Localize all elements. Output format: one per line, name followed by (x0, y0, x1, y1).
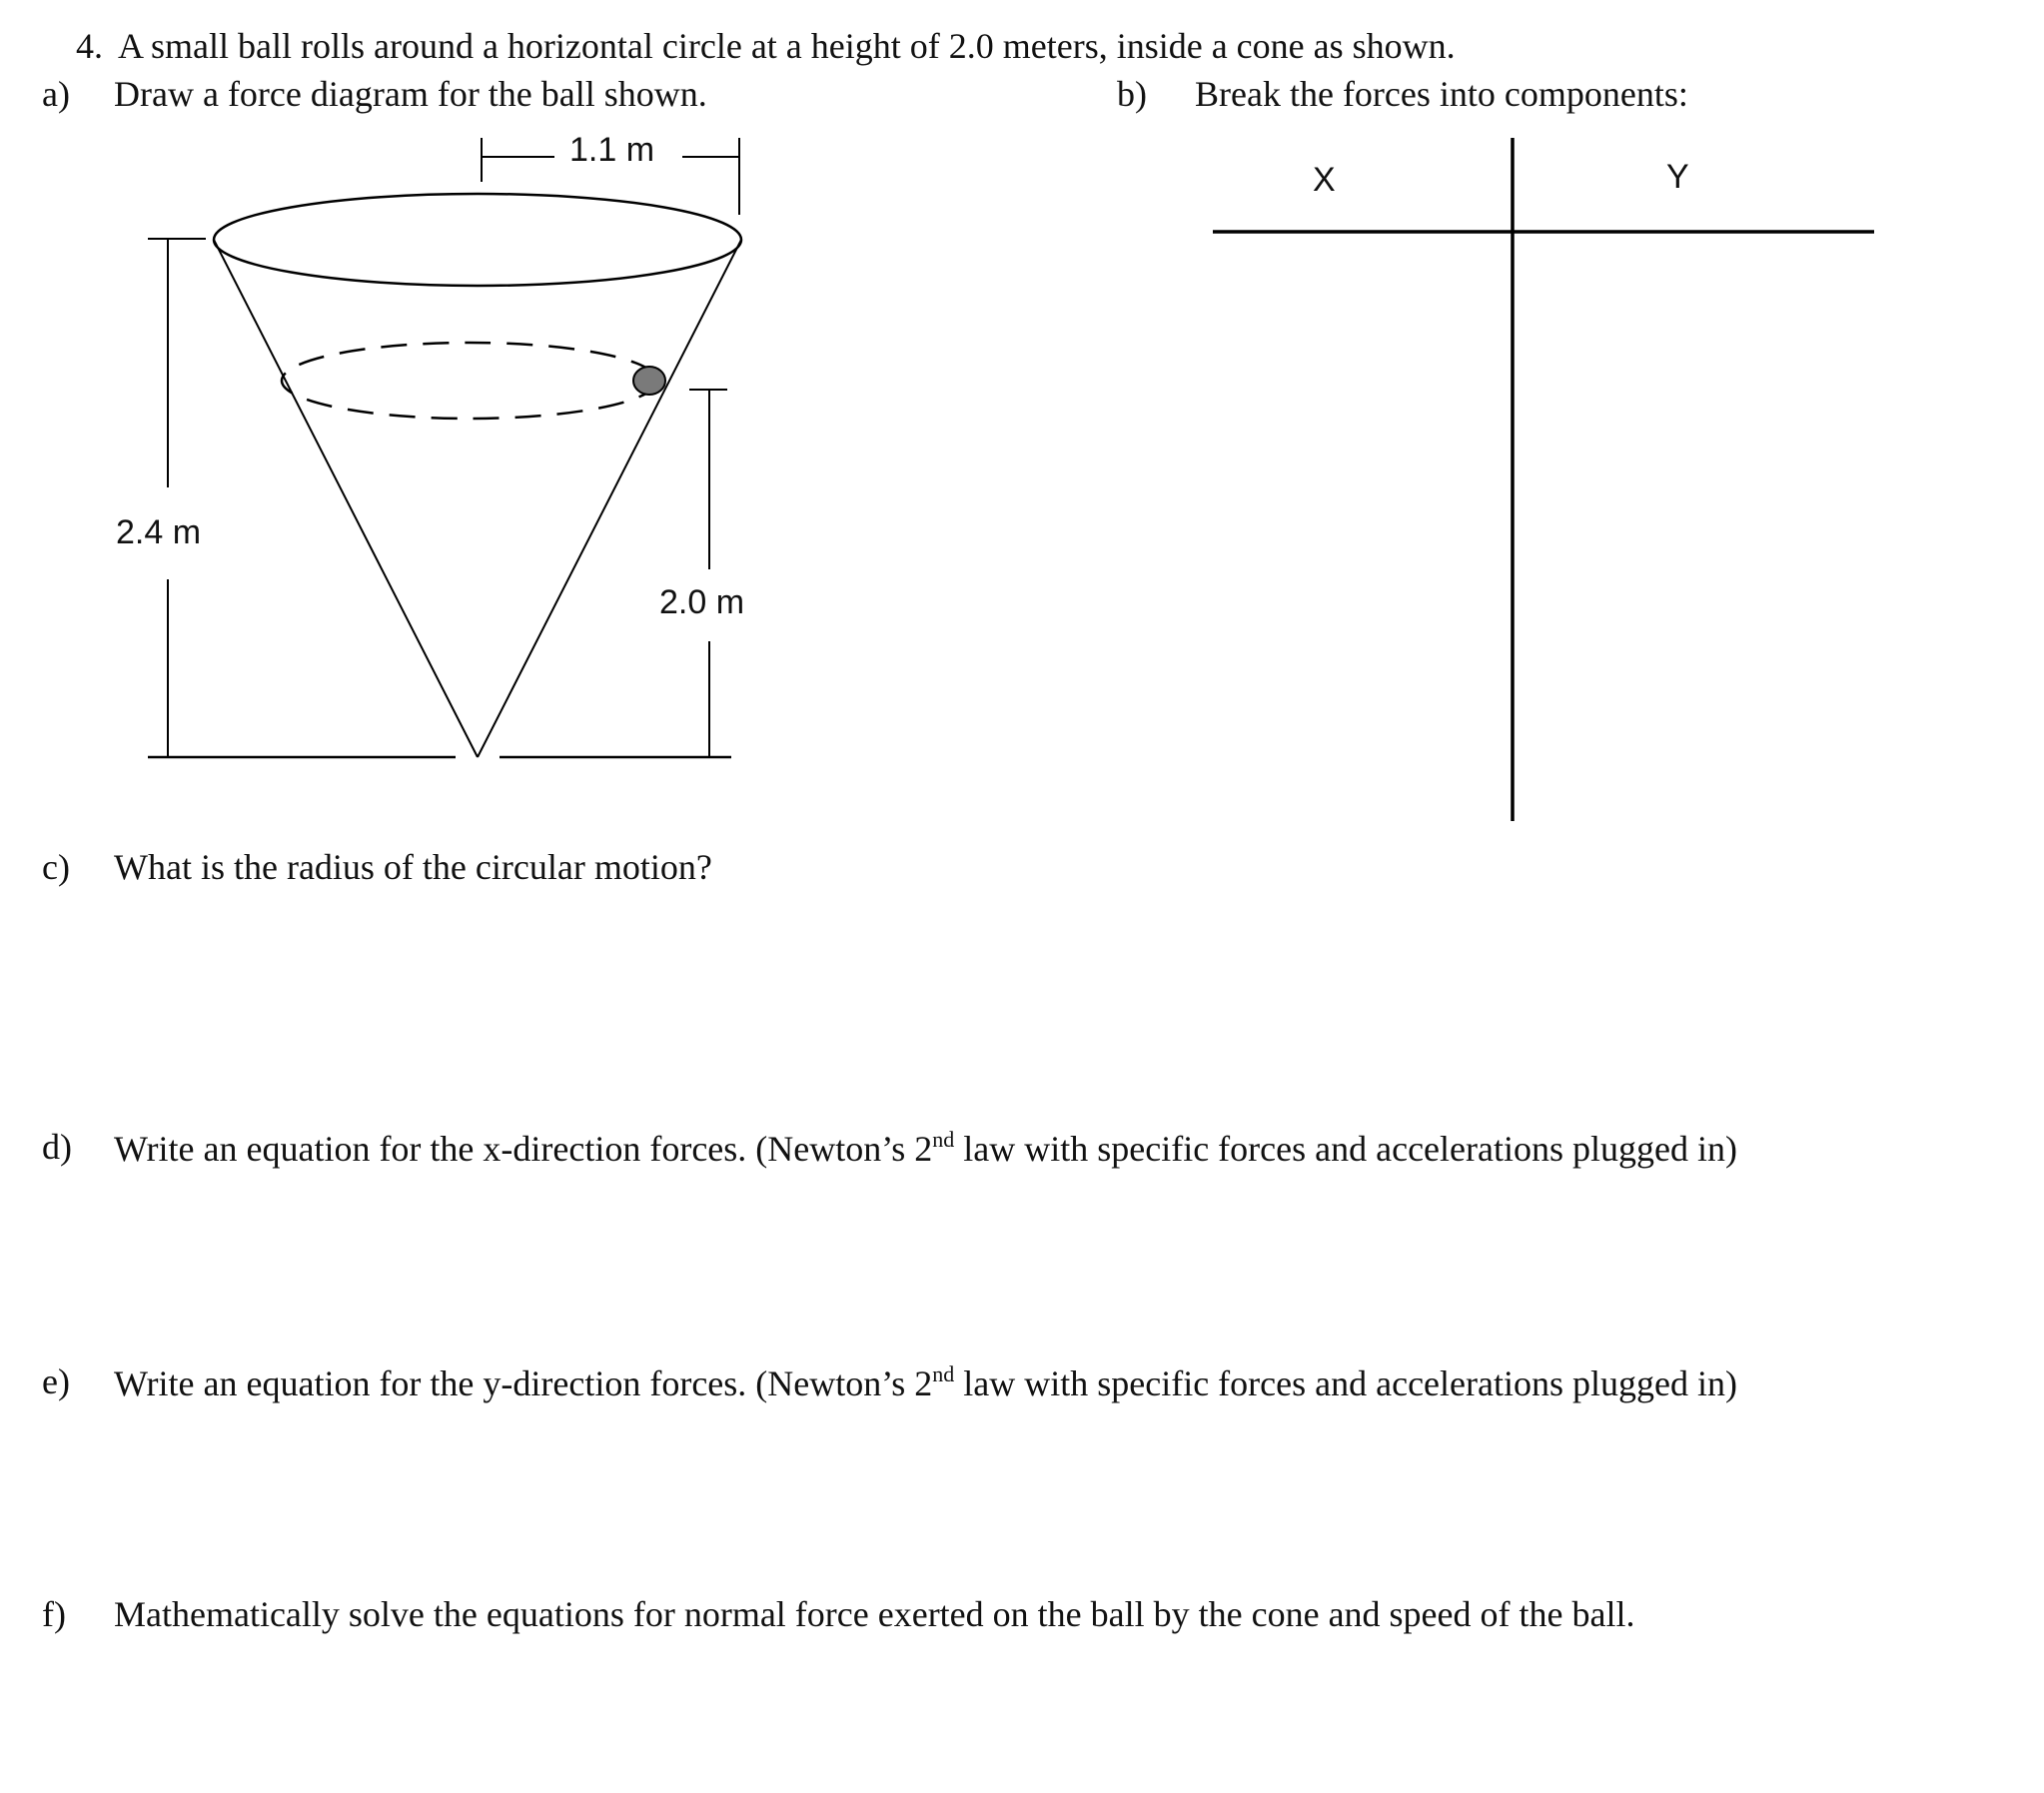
part-d-pre: Write an equation for the x-direction forces. (Newton’s 2 (114, 1129, 933, 1169)
part-c-text: What is the radius of the circular motion? (114, 847, 712, 887)
part-e-sup: nd (932, 1361, 955, 1386)
cone-height-label: 2.4 m (116, 513, 202, 551)
part-f-text: Mathematically solve the equations for normal force exerted on the ball by the cone and speed of the ball. (114, 1594, 1635, 1634)
part-e-pre: Write an equation for the y-direction forces. (Newton’s 2 (114, 1363, 933, 1403)
part-b-text: Break the forces into components: (1195, 74, 1688, 114)
x-column-header: X (1313, 161, 1336, 199)
cone-left-side (214, 240, 478, 757)
top-radius-label: 1.1 m (569, 131, 655, 169)
part-d-post: law with specific forces and accelerations plugged in) (954, 1129, 1737, 1169)
problem-number: 4. (76, 26, 103, 66)
part-d-letter: d) (42, 1127, 72, 1167)
problem-statement: A small ball rolls around a horizontal circle at a height of 2.0 meters, inside a cone as shown. (118, 26, 1456, 66)
part-c-letter: c) (42, 847, 70, 887)
ball (633, 367, 665, 395)
part-d-sup: nd (932, 1127, 955, 1152)
part-b-letter: b) (1117, 74, 1147, 114)
motion-circle (282, 343, 657, 419)
cone-rim (214, 194, 741, 286)
cone-right-side (478, 240, 741, 757)
part-a-letter: a) (42, 74, 70, 114)
part-a-text: Draw a force diagram for the ball shown. (114, 74, 707, 114)
part-e-text (114, 1363, 1737, 1401)
part-e-post: law with specific forces and accelerations plugged in) (954, 1363, 1737, 1403)
ball-height-label: 2.0 m (659, 583, 745, 621)
part-d-text (114, 1129, 1737, 1167)
part-f-letter: f) (42, 1594, 66, 1634)
y-column-header: Y (1666, 158, 1689, 196)
part-e-letter: e) (42, 1361, 70, 1401)
